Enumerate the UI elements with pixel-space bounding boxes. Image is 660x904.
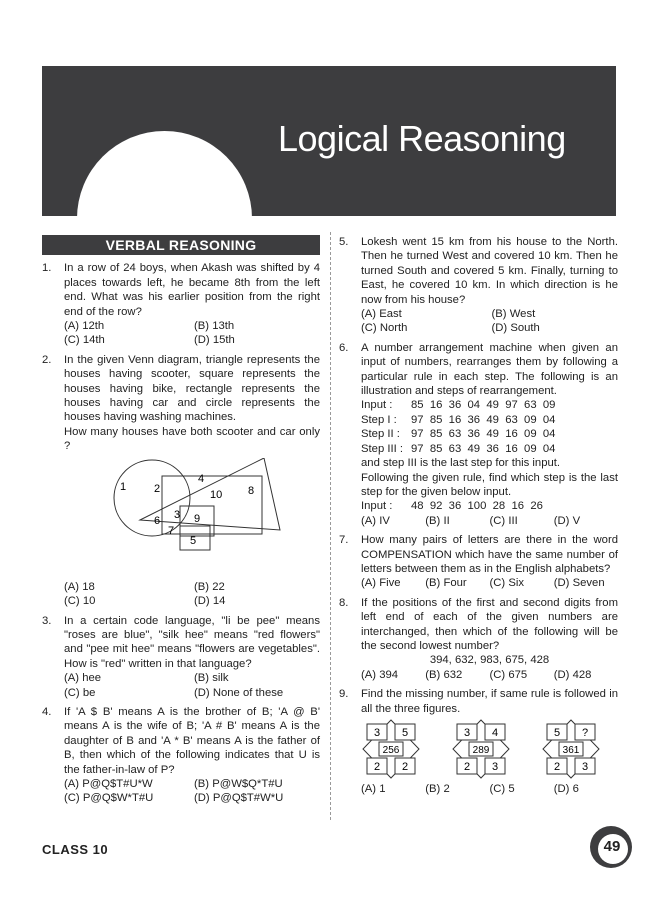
figure-value: 2	[373, 761, 381, 773]
option-d: (D) None of these	[194, 686, 284, 699]
option-a: (A) 394	[361, 668, 399, 681]
venn-label: 7	[168, 524, 175, 537]
step-row	[361, 442, 618, 456]
figure-value: ?	[581, 727, 589, 739]
step-values: 97 85 16 36 49 63 09 04	[411, 413, 556, 426]
step-label: Input :	[361, 399, 393, 412]
question-number: 2.	[42, 353, 52, 366]
option-d: (D) 15th	[194, 334, 235, 347]
diamond-figure-3	[543, 720, 599, 778]
question-number: 3.	[42, 614, 52, 627]
options	[361, 307, 618, 336]
question-6	[339, 341, 618, 528]
column-divider	[330, 232, 331, 820]
question-text: In the given Venn diagram, triangle represents the houses having scooter, square represents the houses having bike, rectangle represents the houses having car and circle represents the houses having washing machines.	[64, 353, 320, 424]
option-c: (C) Six	[489, 577, 525, 590]
input-values: 48 92 36 100 28 16 26	[411, 500, 543, 513]
option-a: (A) 18	[64, 580, 95, 593]
option-b: (B) 22	[194, 580, 225, 593]
question-1	[42, 261, 320, 347]
section-title: VERBAL REASONING	[42, 235, 320, 255]
venn-label: 10	[210, 488, 223, 501]
option-b: (B) 632	[425, 668, 463, 681]
left-column	[42, 235, 320, 811]
option-c: (C) be	[64, 686, 96, 699]
option-a: (A) P@Q$T#U*W	[64, 777, 153, 790]
figure-value: 256	[382, 745, 400, 756]
page-number: 49	[603, 838, 621, 855]
question-text: In a certain code language, "li be pee" means "roses are blue", "silk hee" means "red flowers" and "pee mit hee" means "flowers are vegetables". How is "red" written in that language?	[64, 614, 320, 670]
step-note: and step III is the last step for this input.	[361, 457, 561, 470]
option-b: (B) II	[425, 514, 450, 527]
venn-label: 3	[174, 508, 181, 521]
question-9	[339, 687, 618, 796]
right-column	[339, 235, 618, 801]
question-text: If 'A $ B' means A is the brother of B; 'A @ B' means A is the wife of B; 'A # B' means A is the daughter of B and 'A * B' means A is the father of B, then which of the following indicates that U is the father-in-law of P?	[64, 705, 320, 776]
options	[64, 319, 320, 348]
question-5	[339, 235, 618, 336]
question-number: 7.	[339, 534, 349, 547]
option-c: (C) 5	[489, 783, 515, 795]
question-prompt: Following the given rule, find which step is the last step for the given below input.	[361, 471, 618, 498]
step-values: 85 16 36 04 49 97 63 09	[411, 399, 556, 412]
question-text: A number arrangement machine when given an input of numbers, rearranges them by following a particular rule in each step. The following is an illustration and steps of rearrangement.	[361, 341, 618, 398]
figure-value: 2	[463, 761, 471, 773]
option-b: (B) silk	[194, 672, 229, 685]
figure-value: 3	[373, 727, 381, 739]
options	[64, 777, 320, 806]
option-d: (D) 6	[553, 783, 579, 795]
number-list: 394, 632, 983, 675, 428	[429, 654, 550, 667]
question-3	[42, 614, 320, 700]
option-c: (C) 675	[489, 668, 528, 681]
option-c: (C) North	[361, 322, 408, 335]
venn-label: 6	[154, 514, 161, 527]
options	[361, 782, 618, 796]
question-2	[42, 353, 320, 609]
class-label: CLASS 10	[42, 842, 109, 857]
option-a: (A) East	[361, 308, 402, 321]
question-number: 4.	[42, 705, 52, 718]
figure-value: 361	[562, 745, 580, 756]
option-c: (C) P@Q$W*T#U	[64, 792, 154, 805]
option-b: (B) West	[491, 308, 536, 321]
page-title: Logical Reasoning	[278, 118, 566, 159]
venn-diagram	[104, 458, 294, 576]
step-values: 97 85 63 36 49 16 09 04	[411, 428, 556, 441]
figure-value: 5	[401, 727, 409, 739]
step-values: 97 85 63 49 36 16 09 04	[411, 442, 556, 455]
option-a: (A) hee	[64, 672, 102, 685]
figure-value: 3	[491, 761, 499, 773]
question-text: Lokesh went 15 km from his house to the North. Then he turned West and covered 10 km. Then he turned South and covered 5 km. Finally, turning to East, he covered 10 km. In which direction is he now from his house?	[361, 236, 618, 306]
figure-value: 5	[553, 727, 561, 739]
options	[64, 671, 320, 700]
step-label: Step I :	[361, 413, 397, 426]
option-d: (D) 428	[553, 668, 592, 681]
diamond-figures	[361, 718, 611, 780]
washing-machine-circle	[114, 460, 190, 536]
option-b: (B) 13th	[194, 320, 235, 333]
question-8	[339, 596, 618, 682]
question-number: 6.	[339, 341, 349, 354]
figure-value: 289	[472, 745, 490, 756]
question-number: 8.	[339, 596, 349, 609]
figure-value: 2	[401, 761, 409, 773]
options	[361, 576, 618, 590]
option-c: (C) 14th	[64, 334, 105, 347]
option-b: (B) Four	[425, 577, 467, 590]
option-a: (A) 1	[361, 783, 386, 795]
figure-value: 2	[553, 761, 561, 773]
figure-value: 3	[581, 761, 589, 773]
input-label: Input :	[361, 500, 393, 513]
option-c: (C) 10	[64, 595, 96, 608]
option-b: (B) P@W$Q*T#U	[194, 777, 283, 790]
question-4	[42, 705, 320, 806]
option-a: (A) Five	[361, 577, 401, 590]
diamond-figure-2	[453, 720, 509, 778]
question-7	[339, 533, 618, 591]
option-b: (B) 2	[425, 783, 450, 795]
option-d: (D) P@Q$T#W*U	[194, 792, 284, 805]
option-d: (D) South	[491, 322, 540, 335]
input-row	[361, 499, 618, 513]
step-row	[361, 413, 618, 427]
step-row	[361, 427, 618, 441]
venn-label: 2	[154, 482, 161, 495]
option-a: (A) IV	[361, 514, 390, 527]
venn-label: 8	[248, 484, 255, 497]
option-d: (D) V	[553, 514, 581, 527]
question-number: 9.	[339, 688, 349, 701]
question-number: 5.	[339, 236, 349, 248]
question-number: 1.	[42, 262, 52, 275]
step-label: Step III :	[361, 442, 404, 455]
question-text: Find the missing number, if same rule is followed in all the three figures.	[361, 688, 618, 715]
venn-label: 9	[194, 512, 201, 525]
options	[64, 580, 320, 609]
option-c: (C) III	[489, 514, 518, 527]
step-label: Step II :	[361, 428, 400, 441]
options	[361, 668, 618, 682]
option-a: (A) 12th	[64, 320, 105, 333]
option-d: (D) 14	[194, 595, 226, 608]
venn-label: 5	[190, 534, 197, 547]
step-row	[361, 398, 618, 412]
question-text: In a row of 24 boys, when Akash was shifted by 4 places towards left, he became 8th from the left end. What was his earlier position from the right end of the row?	[64, 262, 320, 318]
figure-value: 3	[463, 727, 471, 739]
option-d: (D) Seven	[553, 577, 605, 590]
diamond-figure-1	[363, 720, 419, 778]
options	[361, 514, 618, 528]
question-text: If the positions of the first and second digits from left end of each of the given numbers are interchanged, then which of the following will be the second lowest number?	[361, 596, 618, 652]
figure-value: 4	[491, 727, 499, 739]
venn-label: 1	[120, 480, 127, 493]
question-prompt: How many houses have both scooter and car only ?	[64, 425, 320, 453]
question-text: How many pairs of letters are there in the word COMPENSATION which have the same number of letters between them as in the English alphabets?	[361, 534, 618, 575]
venn-label: 4	[198, 472, 205, 485]
